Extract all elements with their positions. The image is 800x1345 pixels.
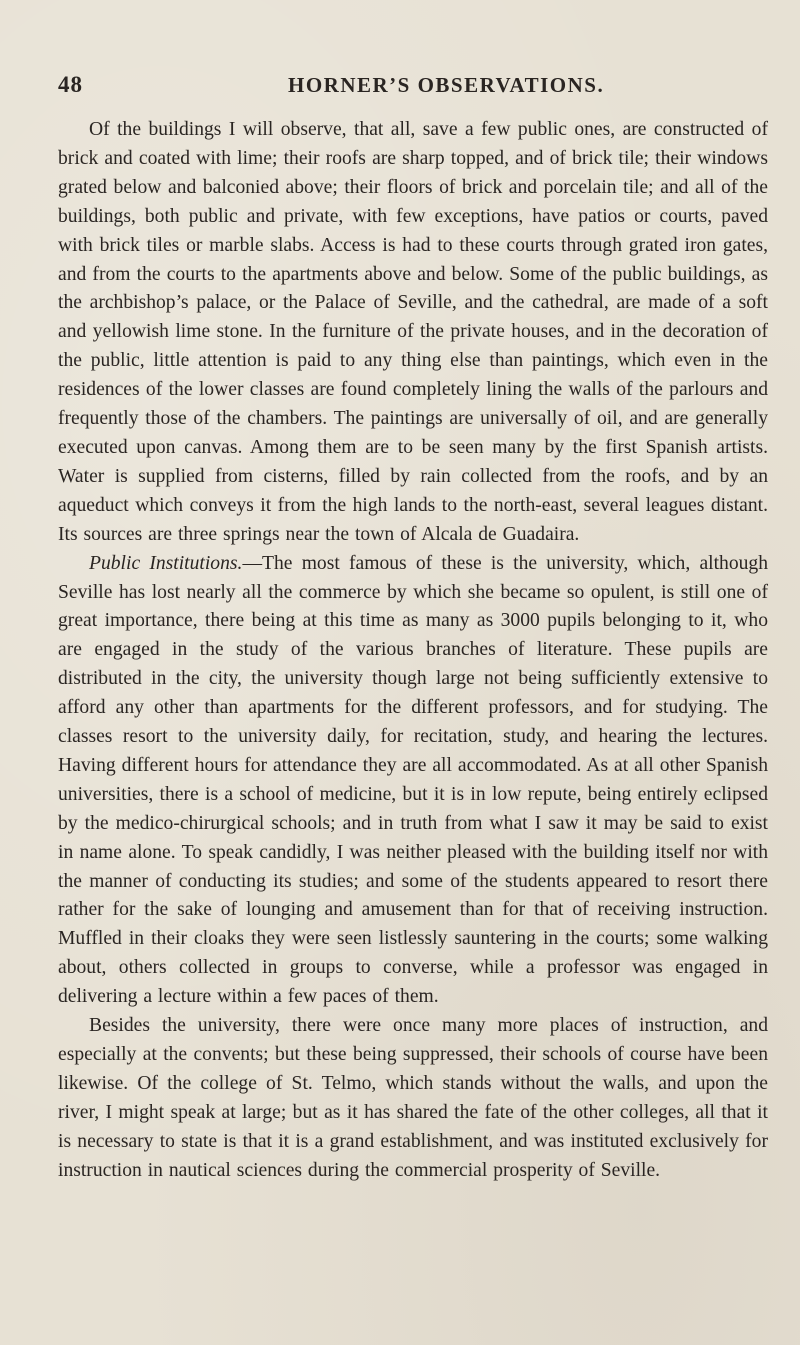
- paragraph-colleges: Besides the university, there were once many more places of instruction, and especially at the convents; but these being suppressed, their schools of course have been likewise. Of the college of St. Telmo, which stands without the walls, and upon the river, I might speak at large; but as it has shared the fate of the other colleges, all that it is necessary to state is that it is a grand establishment, and was instituted exclusively for instruction in nautical sciences during the commercial prosperity of Seville.: [58, 1015, 768, 1181]
- paragraph-public-institutions: [58, 550, 768, 1013]
- body-text: [58, 116, 768, 1186]
- paragraph-public-institutions-text: —The most famous of these is the university, which, although Seville has lost nearly all the commerce by which she became so opulent, is still one of great importance, there being at this time as many as 3000 pupils belonging to it, who are engaged in the study of the various branches of literature. These pupils are distributed in the city, the university though large not being sufficiently extensive to afford any other than apartments for the different professors, and for studying. The classes resort to the university daily, for recitation, study, and hearing the lectures. Having different hours for attendance they are all accommodated. As at all other Spanish universities, there is a school of medicine, but it is in low repute, being entirely eclipsed by the medico-chirurgical schools; and in truth from what I saw it may be said to exist in name alone. To speak candidly, I was neither pleased with the building itself nor with the manner of conducting its studies; and some of the students appeared to resort there rather for the sake of lounging and amusement than for that of receiving instruction. Muffled in their cloaks they were seen listlessly sauntering in the courts; some walking about, others collected in groups to converse, while a professor was engaged in delivering a lecture within a few paces of them.: [58, 552, 769, 1008]
- running-head: HORNER’S OBSERVATIONS.: [288, 73, 605, 97]
- section-heading-public-institutions: Public Institutions.: [89, 552, 243, 574]
- page-number: 48: [58, 72, 83, 97]
- page-header: [58, 72, 768, 112]
- paragraph-buildings: Of the buildings I will observe, that all, save a few public ones, are constructed of brick and coated with lime; their roofs are sharp topped, and of brick tile; their windows grated below and balconied above; their floors of brick and porcelain tile; and all of the buildings, both public and private, with few exceptions, have patios or courts, paved with brick tiles or marble slabs. Access is had to these courts through grated iron gates, and from the courts to the apartments above and below. Some of the public buildings, as the archbishop’s palace, or the Palace of Seville, and the cathedral, are made of a soft and yellowish lime stone. In the furniture of the private houses, and in the decoration of the public, little attention is paid to any thing else than paintings, which even in the residences of the lower classes are found completely lining the walls of the parlours and frequently those of the chambers. The paintings are universally of oil, and are generally executed upon canvas. Among them are to be seen many by the first Spanish artists. Water is supplied from cisterns, filled by rain collected from the roofs, and by an aqueduct which conveys it from the high lands to the north-east, several leagues distant. Its sources are three springs near the town of Alcala de Guadaira.: [58, 119, 768, 545]
